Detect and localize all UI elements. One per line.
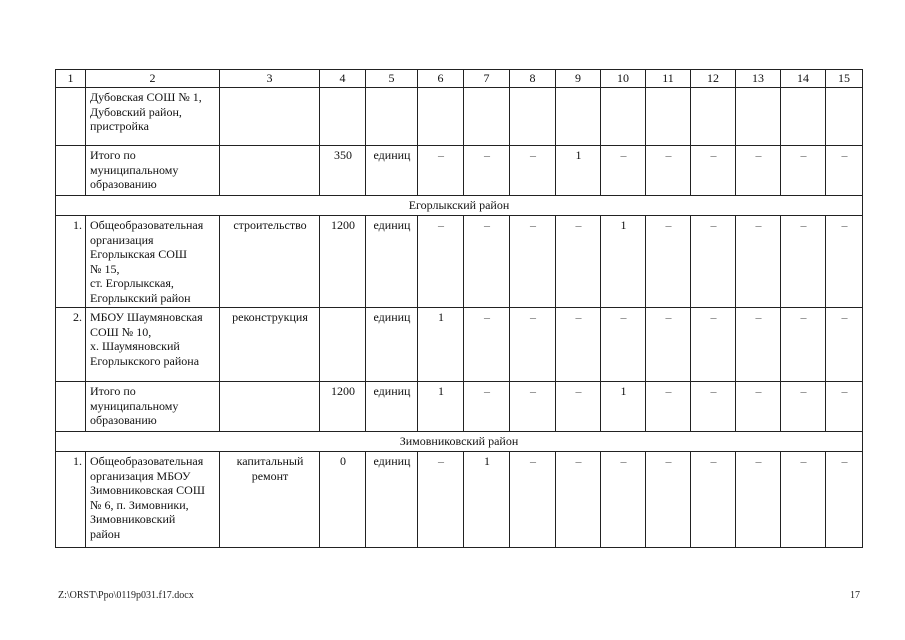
work-type-cell: реконструкция	[220, 308, 320, 382]
table-cell: –	[736, 146, 781, 196]
table-cell: 1200	[320, 216, 366, 308]
table-cell	[418, 88, 464, 146]
table-cell: –	[601, 308, 646, 382]
footer-page-number: 17	[850, 590, 860, 601]
section-title: Егорлыкский район	[56, 196, 863, 216]
work-type-cell	[220, 88, 320, 146]
section-row	[56, 196, 863, 216]
object-name-cell: Дубовская СОШ № 1, Дубовский район, пристройка	[86, 88, 220, 146]
table-cell	[320, 88, 366, 146]
object-name-cell: Итого по муниципальному образованию	[86, 146, 220, 196]
footer-file-path: Z:\ORST\Ppo\0119p031.f17.docx	[58, 590, 194, 601]
table-cell: –	[826, 382, 863, 432]
column-number-cell: 3	[220, 70, 320, 88]
table-cell: –	[510, 146, 556, 196]
table-cell: –	[646, 146, 691, 196]
table-cell	[464, 88, 510, 146]
table-cell: –	[826, 216, 863, 308]
table-cell: –	[781, 146, 826, 196]
table-cell	[646, 88, 691, 146]
column-number-cell: 10	[601, 70, 646, 88]
table-cell: –	[556, 216, 601, 308]
table-cell: 1	[418, 382, 464, 432]
table-cell: –	[736, 452, 781, 548]
table-cell: –	[556, 452, 601, 548]
object-name-cell: Общеобразовательная организация МБОУ Зимовниковская СОШ № 6, п. Зимовники, Зимовниковский район	[86, 452, 220, 548]
table-cell: 1	[556, 146, 601, 196]
table-cell: –	[464, 308, 510, 382]
table-cell: –	[736, 382, 781, 432]
table-cell: 1	[601, 216, 646, 308]
table-cell: –	[556, 308, 601, 382]
table-row	[56, 382, 863, 432]
table-cell: –	[781, 452, 826, 548]
table-cell	[736, 88, 781, 146]
table-cell: –	[736, 308, 781, 382]
row-number-cell: 1.	[56, 216, 86, 308]
column-number-cell: 13	[736, 70, 781, 88]
table-cell: –	[691, 452, 736, 548]
column-number-cell: 11	[646, 70, 691, 88]
table-cell	[781, 88, 826, 146]
table-row	[56, 308, 863, 382]
table-cell: –	[510, 452, 556, 548]
work-type-cell	[220, 146, 320, 196]
column-number-cell: 2	[86, 70, 220, 88]
column-number-cell: 9	[556, 70, 601, 88]
table-cell: –	[826, 308, 863, 382]
table-cell: единиц	[366, 308, 418, 382]
table-cell: –	[691, 146, 736, 196]
table-row	[56, 146, 863, 196]
work-type-cell: капитальный ремонт	[220, 452, 320, 548]
row-number-cell	[56, 88, 86, 146]
table-cell: –	[646, 452, 691, 548]
table-cell: единиц	[366, 216, 418, 308]
object-name-cell: Общеобразовательная организация Егорлыкская СОШ № 15, ст. Егорлыкская, Егорлыкский район	[86, 216, 220, 308]
column-number-cell: 7	[464, 70, 510, 88]
table-cell: 1	[464, 452, 510, 548]
table-cell: единиц	[366, 382, 418, 432]
table-cell: –	[418, 146, 464, 196]
column-number-cell: 4	[320, 70, 366, 88]
table-cell	[691, 88, 736, 146]
work-type-cell	[220, 382, 320, 432]
table-cell: –	[691, 308, 736, 382]
table-body	[56, 70, 863, 548]
table-cell: 1	[601, 382, 646, 432]
table-cell: –	[781, 216, 826, 308]
object-name-cell: МБОУ Шаумяновская СОШ № 10, х. Шаумяновский Егорлыкского района	[86, 308, 220, 382]
table-cell: –	[826, 146, 863, 196]
table-cell	[556, 88, 601, 146]
table-cell: –	[691, 216, 736, 308]
table-cell: –	[601, 452, 646, 548]
table-cell: единиц	[366, 146, 418, 196]
column-number-row	[56, 70, 863, 88]
row-number-cell: 1.	[56, 452, 86, 548]
table-cell	[510, 88, 556, 146]
table-cell: –	[510, 382, 556, 432]
table-cell: –	[418, 216, 464, 308]
column-number-cell: 6	[418, 70, 464, 88]
table-cell: 350	[320, 146, 366, 196]
work-type-cell: строительство	[220, 216, 320, 308]
column-number-cell: 14	[781, 70, 826, 88]
table-cell: 0	[320, 452, 366, 548]
table-cell: –	[510, 308, 556, 382]
table-cell: –	[418, 452, 464, 548]
section-title: Зимовниковский район	[56, 432, 863, 452]
table-cell	[366, 88, 418, 146]
table-cell: –	[646, 216, 691, 308]
table-cell: –	[736, 216, 781, 308]
table-cell: –	[556, 382, 601, 432]
table-row	[56, 216, 863, 308]
table-cell: 1200	[320, 382, 366, 432]
table-cell: –	[691, 382, 736, 432]
column-number-cell: 1	[56, 70, 86, 88]
table-cell	[601, 88, 646, 146]
table-cell: –	[464, 382, 510, 432]
table-cell: единиц	[366, 452, 418, 548]
row-number-cell	[56, 146, 86, 196]
table-cell	[826, 88, 863, 146]
table-row	[56, 88, 863, 146]
row-number-cell	[56, 382, 86, 432]
row-number-cell: 2.	[56, 308, 86, 382]
column-number-cell: 8	[510, 70, 556, 88]
table-row	[56, 452, 863, 548]
section-row	[56, 432, 863, 452]
table-cell	[320, 308, 366, 382]
table-cell: –	[826, 452, 863, 548]
table-cell: –	[646, 308, 691, 382]
table-cell: –	[601, 146, 646, 196]
table-cell: –	[646, 382, 691, 432]
table-cell: –	[781, 308, 826, 382]
document-table	[55, 69, 863, 548]
table-cell: 1	[418, 308, 464, 382]
column-number-cell: 15	[826, 70, 863, 88]
object-name-cell: Итого по муниципальному образованию	[86, 382, 220, 432]
table-cell: –	[510, 216, 556, 308]
table-cell: –	[464, 146, 510, 196]
table-cell: –	[464, 216, 510, 308]
column-number-cell: 5	[366, 70, 418, 88]
table-cell: –	[781, 382, 826, 432]
column-number-cell: 12	[691, 70, 736, 88]
